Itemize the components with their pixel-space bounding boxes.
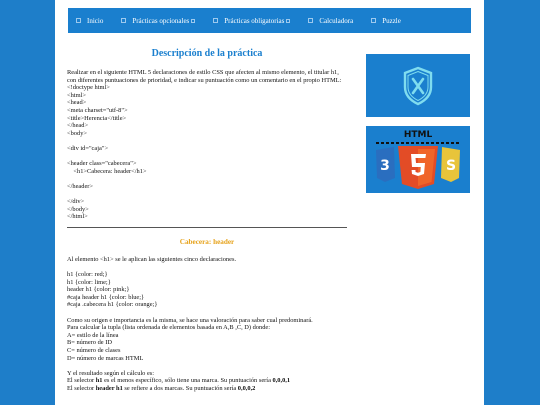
score-bold: 0,0,0,1 — [272, 377, 291, 385]
dropdown-square-icon — [191, 19, 195, 23]
x-shield-tile[interactable] — [366, 54, 470, 117]
page-title: Descripción de la práctica — [151, 48, 263, 59]
main-nav — [68, 8, 471, 33]
intro-text: Realizar en el siguiente HTML 5 declaraciones de estilo CSS que afecten al mismo elemento, el titular h1, con diferentes puntuaciones de prioridad, e indicar su puntuación como un comentario en el propio HTML: <!doctype html> <html> <head> <meta charset="utf-8"> <title>Herencia</title> </head> <body> <div id="caja"> <header class="cabecera"> <h1>Cabecera: header</h1> </header> </div> </body> </html> — [67, 69, 342, 221]
selector-bold: h1 — [95, 377, 103, 385]
nav-item-label: Calculadora — [319, 16, 354, 25]
nav-item-inicio[interactable] — [76, 17, 103, 25]
nav-square-icon — [213, 18, 218, 23]
nav-item-label: Puzzle — [382, 16, 401, 25]
sidebar — [366, 54, 470, 193]
text-fragment: es el menos específico, sólo tiene una marca. Su puntuación sería — [102, 377, 273, 385]
section-subtitle: Cabecera: header — [179, 237, 235, 246]
nav-item-label: Prácticas opcionales — [132, 16, 190, 25]
nav-square-icon — [121, 18, 126, 23]
html5-css3-js-tile[interactable] — [366, 126, 470, 193]
nav-square-icon — [371, 18, 376, 23]
nav-item-label: Prácticas obligatorias — [224, 16, 285, 25]
svg-text:3: 3 — [380, 158, 390, 174]
explanation-text: Al elemento <h1> se le aplican las siguientes cinco declaraciones. h1 {color: red;} h1 {color: lime;} header h1 {color: pink;} #caja header h1 {color: blue;} #caja .cabecera h1 {color: orange;} Como su origen e importancia es la misma, se hace una valoración para saber cual predominará. Para calcular la tupla (lista ordenada de elementos basada en A,B ,C, D) donde: A= estilo de la línea B= número de ID C= número de clases D= número de marcas HTML Y el resultado según el cálculo es: — [67, 255, 313, 377]
score-bold: 0,0,0,2 — [237, 384, 256, 392]
main-content — [67, 48, 347, 393]
nav-square-icon — [308, 18, 313, 23]
page-container — [55, 0, 484, 405]
text-fragment: se refiere a dos marcas. Su puntuación sería — [122, 384, 238, 392]
html-logo-text: HTML — [403, 130, 433, 140]
result-line-header-h1 — [67, 385, 347, 393]
nav-item-label: Inicio — [87, 16, 104, 25]
text-fragment: El selector — [67, 384, 96, 392]
selector-bold: header h1 — [95, 384, 123, 392]
nav-item-puzzle[interactable] — [371, 17, 401, 25]
divider — [67, 227, 347, 228]
nav-item-practicas-opcionales[interactable] — [121, 17, 195, 25]
nav-item-calculadora[interactable] — [308, 17, 353, 25]
text-fragment: El selector — [67, 377, 96, 385]
nav-square-icon — [76, 18, 81, 23]
svg-text:S: S — [445, 158, 457, 174]
x-shield-logo-icon — [366, 54, 470, 117]
dropdown-square-icon — [286, 19, 290, 23]
nav-item-practicas-obligatorias[interactable] — [213, 17, 290, 25]
result-line-h1 — [67, 377, 347, 385]
html5-logo-icon — [366, 126, 470, 193]
